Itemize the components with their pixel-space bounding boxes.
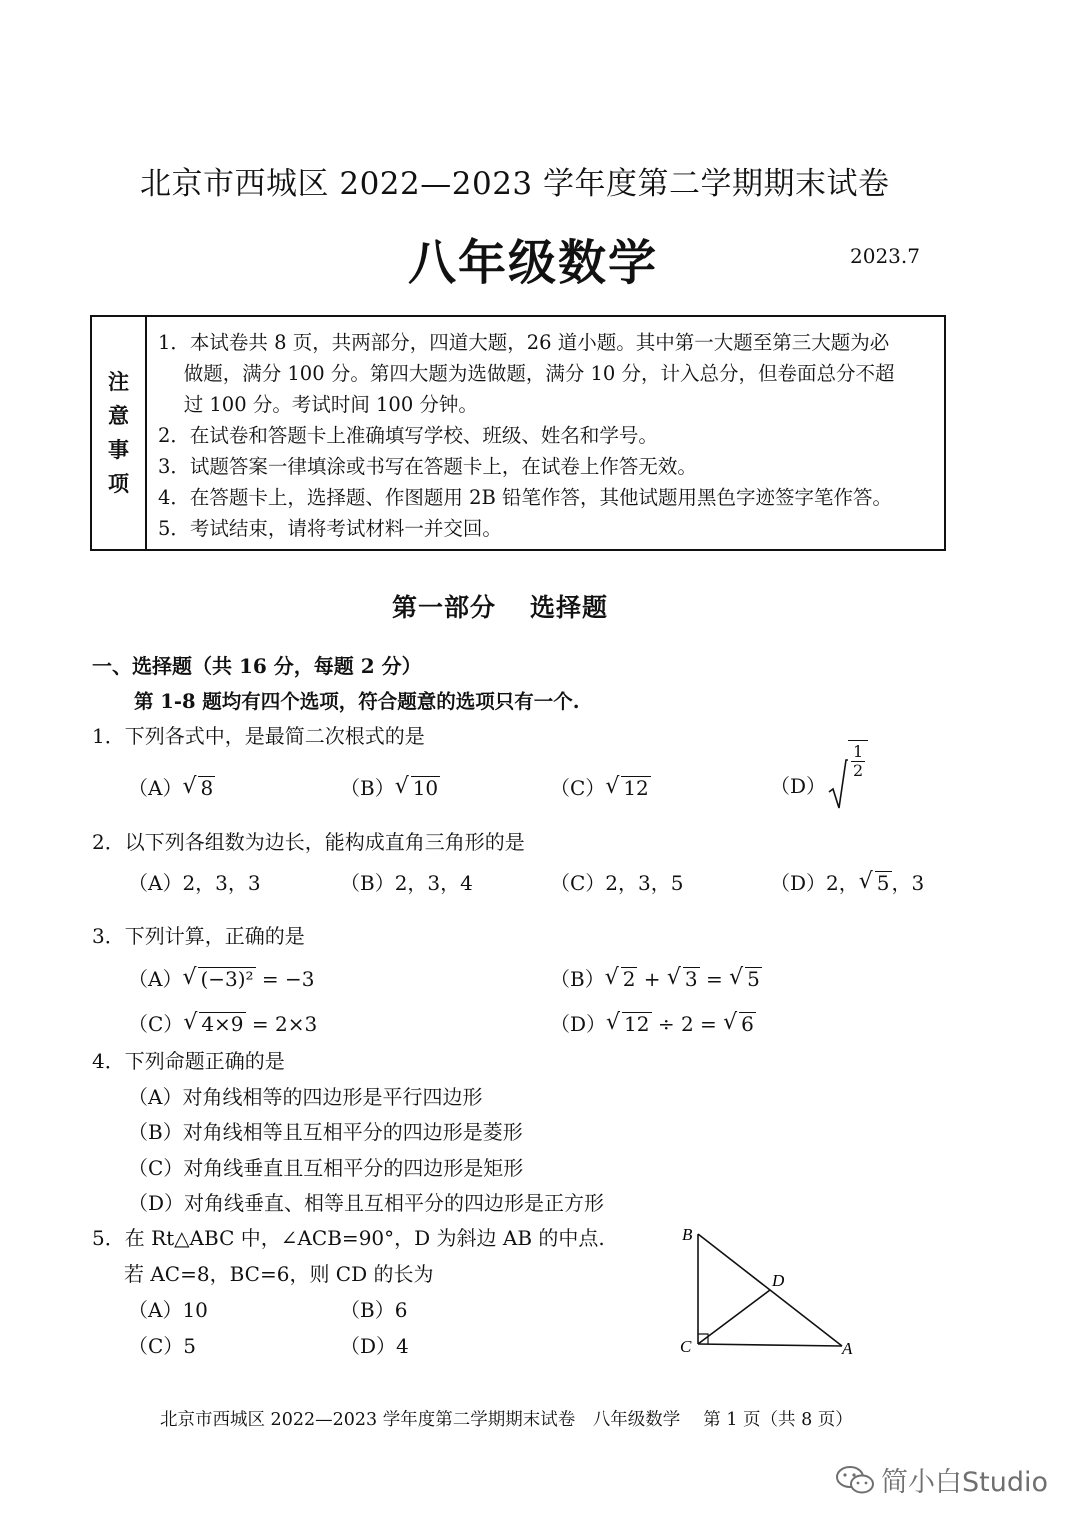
watermark: 简小白Studio xyxy=(835,1460,1048,1499)
notice-line: 5．考试结束，请将考试材料一并交回。 xyxy=(158,517,502,540)
q1-option-b: （B）√ 10 xyxy=(340,772,440,801)
question-2-stem: 2．以下列各组数为边长，能构成直角三角形的是 xyxy=(92,830,525,854)
q2-option-b: （B）2，3，4 xyxy=(340,871,473,895)
q1-option-a: （A）√ 8 xyxy=(128,772,215,801)
vertex-a-label: A xyxy=(842,1339,853,1358)
sqrt-symbol: √ 6 xyxy=(725,1012,756,1036)
q3-option-d: （D）√ 12 ÷ 2 = √ 6 xyxy=(550,1008,756,1037)
q1-option-c: （C）√ 12 xyxy=(550,772,651,801)
q3-option-b: （B）√ 2 + √ 3 = √ 5 xyxy=(550,963,762,992)
q4-option-a: （A）对角线相等的四边形是平行四边形 xyxy=(128,1085,483,1109)
q3-option-a: （A）√ (−3)² = −3 xyxy=(128,963,315,992)
sqrt-symbol xyxy=(828,758,848,810)
section-heading: 一、选择题（共 16 分，每题 2 分） xyxy=(92,654,422,678)
vertex-c-label: C xyxy=(680,1337,692,1356)
question-4-stem: 4．下列命题正确的是 xyxy=(92,1049,285,1073)
median-cd xyxy=(698,1290,770,1344)
sqrt-symbol: √ 12 xyxy=(607,776,650,800)
q4-option-d: （D）对角线垂直、相等且互相平分的四边形是正方形 xyxy=(128,1191,605,1215)
exam-title: 北京市西城区 2022—2023 学年度第二学期期末试卷 xyxy=(140,166,890,202)
q2-option-d: （D）2，√ 5 ，3 xyxy=(770,867,924,896)
point-d-label: D xyxy=(772,1271,785,1290)
q5-option-b: （B）6 xyxy=(340,1298,408,1322)
sqrt-symbol: √ 4×9 xyxy=(185,1012,245,1036)
sqrt-symbol: √ 2 xyxy=(607,967,638,991)
question-3-stem: 3．下列计算，正确的是 xyxy=(92,924,305,948)
notice-label: 注 意 事 项 xyxy=(92,317,147,549)
sqrt-symbol: √ (−3)² xyxy=(184,967,255,991)
page-footer: 北京市西城区 2022—2023 学年度第二学期期末试卷 八年级数学 第 1 页（共 8 页） xyxy=(160,1410,853,1430)
section-instruction: 第 1-8 题均有四个选项，符合题意的选项只有一个. xyxy=(134,690,580,713)
exam-date: 2023.7 xyxy=(850,244,920,268)
q2-option-a: （A）2，3，3 xyxy=(128,871,261,895)
q4-option-b: （B）对角线相等且互相平分的四边形是菱形 xyxy=(128,1120,523,1144)
question-5-stem-1: 5．在 Rt△ABC 中，∠ACB=90°，D 为斜边 AB 的中点. xyxy=(92,1226,605,1250)
part-heading: 第一部分 选择题 xyxy=(392,593,609,622)
triangle-figure xyxy=(676,1222,866,1362)
sqrt-symbol: √ 12 xyxy=(608,1012,651,1036)
question-1-stem: 1．下列各式中，是最简二次根式的是 xyxy=(92,724,425,748)
sqrt-symbol: √ 5 xyxy=(861,871,892,895)
vertex-b-label: B xyxy=(682,1225,693,1244)
sqrt-symbol: √ 8 xyxy=(184,776,215,800)
q2-option-c: （C）2，3，5 xyxy=(550,871,684,895)
wechat-icon xyxy=(835,1465,875,1495)
q1-option-d: （D） $\frac{1}{2}$ xyxy=(770,758,868,810)
notice-line: 1．本试卷共 8 页，共两部分，四道大题，26 道小题。其中第一大题至第三大题为必 xyxy=(158,331,890,354)
q5-option-d: （D）4 xyxy=(340,1334,409,1358)
q5-option-c: （C）5 xyxy=(128,1334,197,1358)
sqrt-symbol: √ 10 xyxy=(397,776,440,800)
notice-line: 4．在答题卡上，选择题、作图题用 2B 铅笔作答，其他试题用黑色字迹签字笔作答。 xyxy=(158,486,893,509)
sqrt-symbol: √ 5 xyxy=(731,967,762,991)
notice-line: 2．在试卷和答题卡上准确填写学校、班级、姓名和学号。 xyxy=(158,424,658,447)
q4-option-c: （C）对角线垂直且互相平分的四边形是矩形 xyxy=(128,1156,524,1180)
notice-box xyxy=(90,315,946,551)
notice-line: 过 100 分。考试时间 100 分钟。 xyxy=(158,393,478,416)
question-5-stem-2: 若 AC=8，BC=6，则 CD 的长为 xyxy=(124,1262,434,1286)
notice-items xyxy=(158,327,938,544)
q5-option-a: （A）10 xyxy=(128,1298,208,1322)
exam-subtitle: 八年级数学 xyxy=(408,235,659,291)
q3-option-c: （C）√ 4×9 = 2×3 xyxy=(128,1008,317,1037)
fraction: $\frac{1}{2}$ xyxy=(853,742,864,780)
side-ca xyxy=(698,1344,842,1346)
sqrt-symbol: √ 3 xyxy=(669,967,700,991)
notice-line: 3．试题答案一律填涂或书写在答题卡上，在试卷上作答无效。 xyxy=(158,455,697,478)
notice-line: 做题，满分 100 分。第四大题为选做题，满分 10 分，计入总分，但卷面总分不超 xyxy=(158,362,895,385)
